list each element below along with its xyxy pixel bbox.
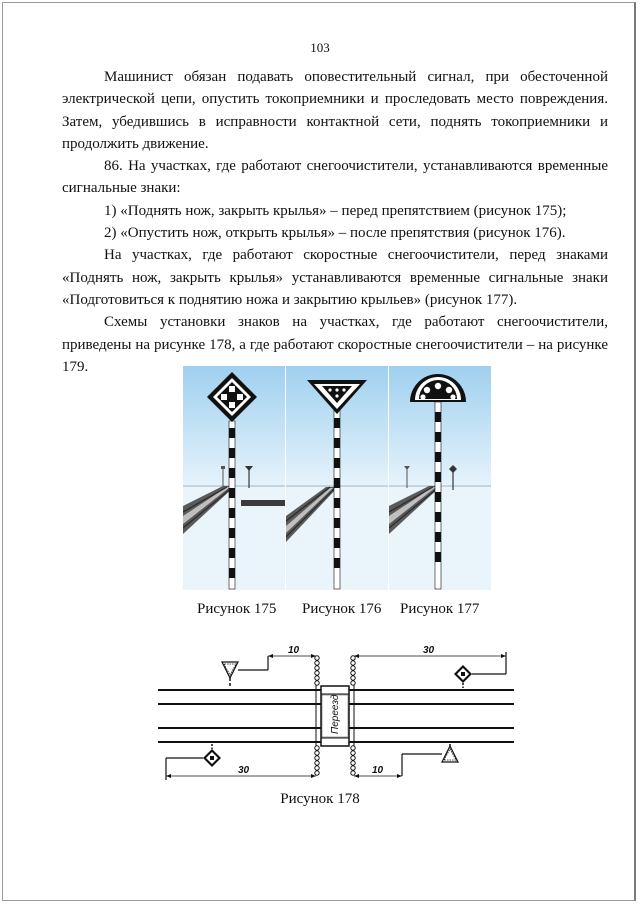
list-item: 1) «Поднять нож, закрыть крылья» – перед препятствием (рисунок 175); [104,202,567,219]
figure-177-illustration [389,366,491,590]
figure-175-illustration [183,366,285,590]
dimension-label: 10 [288,645,300,656]
paragraph: Схемы установки знаков на участках, где работают снегоочистители, приведены на рисунке 178, а где работают скоростные снегоочистители – на рисунке 179. [62,314,608,375]
crossing-label: Переезд [330,694,341,734]
page-number: 103 [310,40,330,55]
body-text [62,66,608,378]
paragraph: Машинист обязан подавать оповестительный сигнал, при обесточенной электрической цепи, опустить токоприемники и проследовать место повреждения. Затем, убедившись в исправности контактной сети, поднять токоприемники и продолжить движение. [62,69,608,152]
striped-post [229,421,235,589]
paragraph: 86. На участках, где работают снегоочистители, устанавливаются временные сигнальные знаки: [62,158,608,197]
triangle-sign-icon [402,744,458,776]
diamond-sign-icon [203,744,221,767]
dimension-label: 10 [372,765,384,776]
diamond-sign-icon [454,665,472,688]
figure-178-scheme [150,640,520,780]
figure-176-caption: Рисунок 176 [302,601,382,617]
figure-175-caption: Рисунок 175 [197,601,277,617]
figure-176-illustration [286,366,388,590]
striped-post [435,402,441,589]
paragraph: На участках, где работают скоростные снегоочистители, перед знаками «Поднять нож, закрыть крылья» устанавливаются временные сигнальные знаки «Подготовиться к поднятию ножа и закрытию крыльев» (рисунок 177). [62,247,608,308]
striped-post [334,406,340,589]
list-item: 2) «Опустить нож, открыть крылья» – после препятствия (рисунок 176). [104,225,566,242]
dimension-label: 30 [238,765,250,776]
dimension-label: 30 [423,645,435,656]
figure-177-caption: Рисунок 177 [400,601,480,617]
triangle-sign-icon [222,656,268,686]
figure-178-caption: Рисунок 178 [280,791,360,807]
